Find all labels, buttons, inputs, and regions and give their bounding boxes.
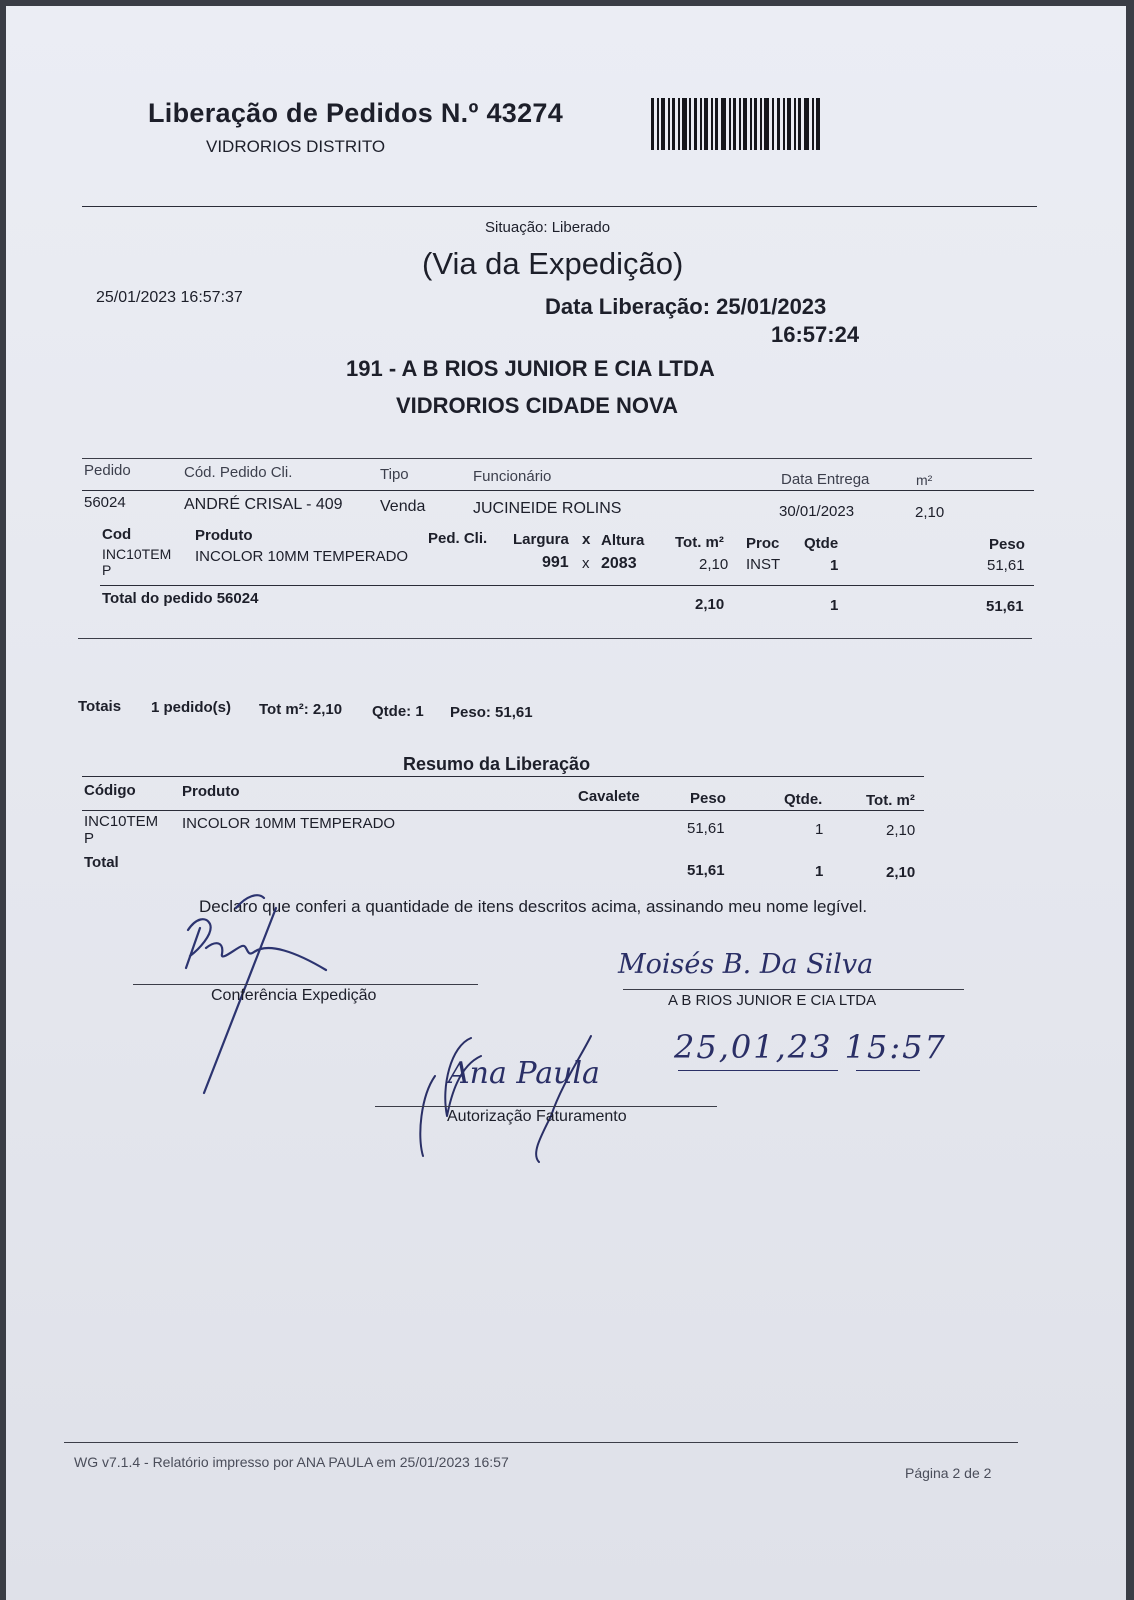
item-width: 991	[542, 554, 569, 571]
totals-orders: 1 pedido(s)	[151, 699, 232, 716]
item-proc: INST	[746, 556, 781, 573]
footer-page-number: Página 2 de 2	[905, 1465, 992, 1481]
summary-tot-m2: 2,10	[886, 822, 916, 839]
client-sign-line	[623, 989, 964, 990]
order-total-weight: 51,61	[986, 598, 1024, 615]
col-header-pedido: Pedido	[84, 462, 131, 479]
print-timestamp: 25/01/2023 16:57:37	[96, 289, 243, 306]
item-header-peso: Peso	[989, 536, 1025, 553]
summary-product: INCOLOR 10MM TEMPERADO	[182, 815, 396, 832]
footer-printed-by: WG v7.1.4 - Relatório impresso por ANA PAULA em 25/01/2023 16:57	[74, 1454, 509, 1470]
summary-header-codigo: Código	[84, 782, 136, 799]
summary-code-line2: P	[84, 830, 95, 847]
item-code	[102, 546, 171, 578]
order-number: 56024	[84, 494, 126, 511]
client-signature: Moisés B. Da Silva	[618, 949, 874, 980]
handwritten-datetime: 25,01,23 15:57	[674, 1028, 947, 1066]
item-header-proc: Proc	[746, 535, 780, 552]
item-header-produto: Produto	[195, 527, 253, 544]
barcode	[651, 98, 823, 150]
order-total-m2: 2,10	[695, 596, 725, 613]
release-time: 16:57:24	[771, 322, 860, 347]
item-header-tot-m2: Tot. m²	[675, 534, 724, 551]
summary-total-qtde: 1	[815, 863, 824, 880]
summary-header-peso: Peso	[690, 790, 726, 807]
item-header-qtde: Qtde	[804, 535, 839, 552]
status-text: Situação: Liberado	[485, 219, 611, 236]
item-qtde: 1	[830, 557, 839, 574]
employee-name: JUCINEIDE ROLINS	[473, 500, 622, 517]
order-type: Venda	[380, 498, 426, 515]
item-total-rule	[100, 585, 1034, 586]
footer-rule	[64, 1442, 1018, 1443]
item-header-x: x	[582, 531, 591, 548]
item-code-line1: INC10TEM	[102, 546, 172, 562]
summary-weight: 51,61	[687, 820, 725, 837]
summary-total-tot-m2: 2,10	[886, 864, 916, 881]
company-name: VIDRORIOS DISTRITO	[206, 137, 386, 156]
col-header-m2: m²	[916, 472, 933, 488]
item-x: x	[582, 555, 590, 572]
conferencia-label: Conferência Expedição	[211, 987, 377, 1004]
item-tot-m2: 2,10	[699, 556, 729, 573]
totals-label: Totais	[78, 698, 122, 715]
summary-code-line1: INC10TEM	[84, 813, 159, 830]
summary-header-qtde: Qtde.	[784, 791, 823, 808]
client-name: 191 - A B RIOS JUNIOR E CIA LTDA	[346, 356, 715, 381]
summary-header-produto: Produto	[182, 783, 240, 800]
client-order-code: ANDRÉ CRISAL - 409	[184, 496, 343, 513]
order-total-label: Total do pedido 56024	[102, 590, 259, 607]
summary-header-tot-m2: Tot. m²	[866, 792, 915, 809]
summary-header-cavalete: Cavalete	[578, 788, 640, 805]
client-sign-label: A B RIOS JUNIOR E CIA LTDA	[668, 992, 877, 1009]
summary-code	[84, 813, 158, 847]
summary-qtde: 1	[815, 821, 824, 838]
declaration-text: Declaro que conferi a quantidade de itens descritos acima, assinando meu nome legível.	[199, 897, 868, 916]
summary-total-weight: 51,61	[687, 862, 725, 879]
autorizacao-sign-line	[375, 1106, 717, 1107]
item-height: 2083	[601, 555, 637, 572]
item-code-line2: P	[102, 562, 112, 578]
delivery-date: 30/01/2023	[779, 503, 855, 520]
autorizacao-signature-strokes	[411, 1026, 661, 1166]
item-header-ped-cli: Ped. Cli.	[428, 530, 488, 547]
handwritten-date-underline	[678, 1070, 838, 1071]
order-section-end-rule	[78, 638, 1032, 639]
summary-title: Resumo da Liberação	[403, 754, 591, 774]
order-header-rule	[82, 490, 1034, 491]
conferencia-sign-line	[133, 984, 478, 985]
summary-total-label: Total	[84, 854, 119, 871]
order-m2: 2,10	[915, 504, 945, 521]
summary-top-rule	[82, 776, 924, 777]
summary-header-rule	[82, 810, 924, 811]
totals-m2: Tot m²: 2,10	[259, 701, 343, 718]
item-product: INCOLOR 10MM TEMPERADO	[195, 548, 409, 565]
item-header-altura: Altura	[601, 532, 645, 549]
order-total-qtde: 1	[830, 597, 839, 614]
header-divider	[82, 206, 1037, 207]
totals-qtde: Qtde: 1	[372, 703, 424, 720]
autorizacao-label: Autorização Faturamento	[447, 1108, 627, 1125]
document-title: Liberação de Pedidos N.º 43274	[148, 98, 564, 128]
col-header-cod-pedido-cli: Cód. Pedido Cli.	[184, 464, 293, 481]
autorizacao-signature: Ana Paula	[448, 1056, 600, 1091]
copy-type-title: (Via da Expedição)	[422, 246, 684, 281]
item-weight: 51,61	[987, 557, 1025, 574]
document-page	[6, 6, 1126, 1600]
col-header-tipo: Tipo	[380, 466, 409, 483]
totals-weight: Peso: 51,61	[450, 704, 533, 721]
col-header-data-entrega: Data Entrega	[781, 471, 870, 488]
item-header-cod: Cod	[102, 526, 132, 543]
client-store: VIDRORIOS CIDADE NOVA	[396, 393, 678, 418]
handwritten-time-underline	[856, 1070, 920, 1071]
item-header-largura: Largura	[513, 531, 569, 548]
release-date: Data Liberação: 25/01/2023	[545, 294, 827, 319]
col-header-funcionario: Funcionário	[473, 468, 552, 485]
order-table-top-rule	[82, 458, 1032, 459]
